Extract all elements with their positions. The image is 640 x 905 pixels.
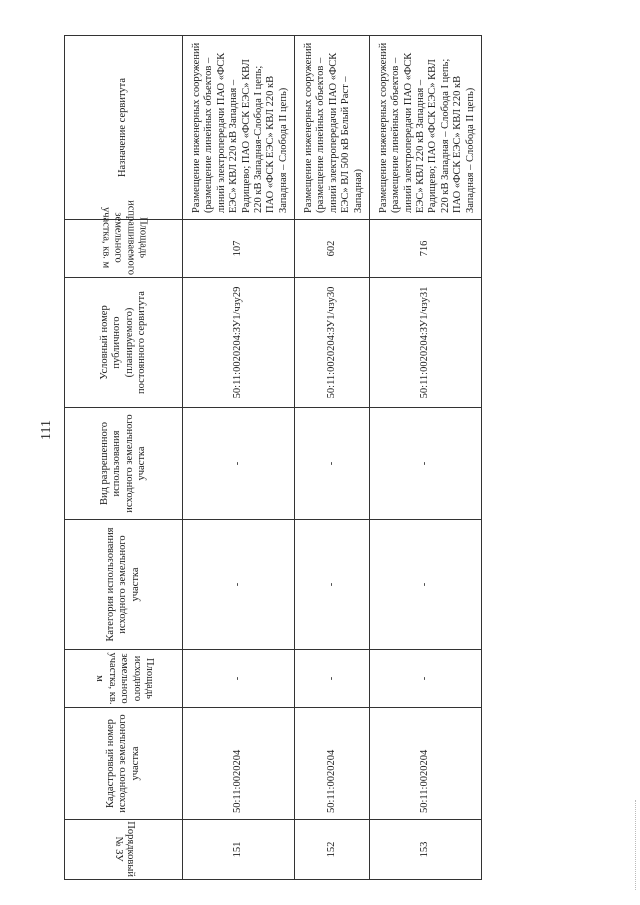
table-header-row xyxy=(65,36,183,880)
cell-number: 153 xyxy=(369,820,481,880)
cell-servitude-number: 50:11:0020204:ЗУ1/чзу30 xyxy=(295,278,370,408)
cell-purpose: Размещение инженерных сооружений (размещение линейных объектов – линий электропередачи ПАО «ФСК ЕЭС» КВЛ 220 кВ Западная –Радищево; ПАО «ФСК ЕЭС» КВЛ 220 кВ Западная-Слобода I цепь; ПАО «ФСК ЕЭС» КВЛ 220 кВ Западная – Слобода II цепь) xyxy=(183,36,295,220)
cell-permitted-use: - xyxy=(369,408,481,520)
table-row xyxy=(295,36,370,880)
table-row xyxy=(183,36,295,880)
header-category: Категория использования исходного земельного участка xyxy=(65,520,183,650)
cell-category: - xyxy=(183,520,295,650)
header-encumbered-area: Площадь испрашиваемого земельного участка, кв. м xyxy=(65,220,183,278)
cell-category: - xyxy=(295,520,370,650)
header-cadastral: Кадастровый номер исходного земельного участка xyxy=(65,708,183,820)
cell-permitted-use: - xyxy=(295,408,370,520)
cell-cadastral: 50:11:0020204 xyxy=(369,708,481,820)
cell-encumbered-area: 602 xyxy=(295,220,370,278)
cell-source-area: - xyxy=(183,650,295,708)
servitude-table xyxy=(64,35,482,880)
cell-number: 151 xyxy=(183,820,295,880)
rotated-table-container xyxy=(64,36,476,880)
header-servitude-number: Условный номер публичного (планируемого) постоянного сервитута xyxy=(65,278,183,408)
scan-edge-mark xyxy=(635,800,638,890)
cell-encumbered-area: 107 xyxy=(183,220,295,278)
cell-servitude-number: 50:11:0020204:ЗУ1/чзу29 xyxy=(183,278,295,408)
cell-category: - xyxy=(369,520,481,650)
cell-cadastral: 50:11:0020204 xyxy=(183,708,295,820)
table-row xyxy=(369,36,481,880)
cell-source-area: - xyxy=(369,650,481,708)
cell-purpose: Размещение инженерных сооружений (размещение линейных объектов – линий электропередачи ПАО «ФСК ЕЭС» КВЛ 220 кВ Западная – Радищево; ПАО «ФСК ЕЭС» КВЛ 220 кВ Западная – Слобода I цепь; ПАО «ФСК ЕЭС» КВЛ 220 кВ Западная – Слобода II цепь) xyxy=(369,36,481,220)
cell-purpose: Размещение инженерных сооружений (размещение линейных объектов – линий электропередачи ПАО «ФСК ЕЭС» ВЛ 500 кВ Белый Раст – Западная) xyxy=(295,36,370,220)
header-number: Порядковый № ЗУ xyxy=(65,820,183,880)
page-number: 111 xyxy=(39,420,54,440)
cell-cadastral: 50:11:0020204 xyxy=(295,708,370,820)
header-purpose: Назначение сервитута xyxy=(65,36,183,220)
cell-encumbered-area: 716 xyxy=(369,220,481,278)
header-permitted-use: Вид разрешенного использования исходного земельного участка xyxy=(65,408,183,520)
cell-servitude-number: 50:11:0020204:ЗУ1/чзу31 xyxy=(369,278,481,408)
cell-permitted-use: - xyxy=(183,408,295,520)
cell-number: 152 xyxy=(295,820,370,880)
cell-source-area: - xyxy=(295,650,370,708)
header-source-area: Площадь исходного земельного участка, кв. м xyxy=(65,650,183,708)
